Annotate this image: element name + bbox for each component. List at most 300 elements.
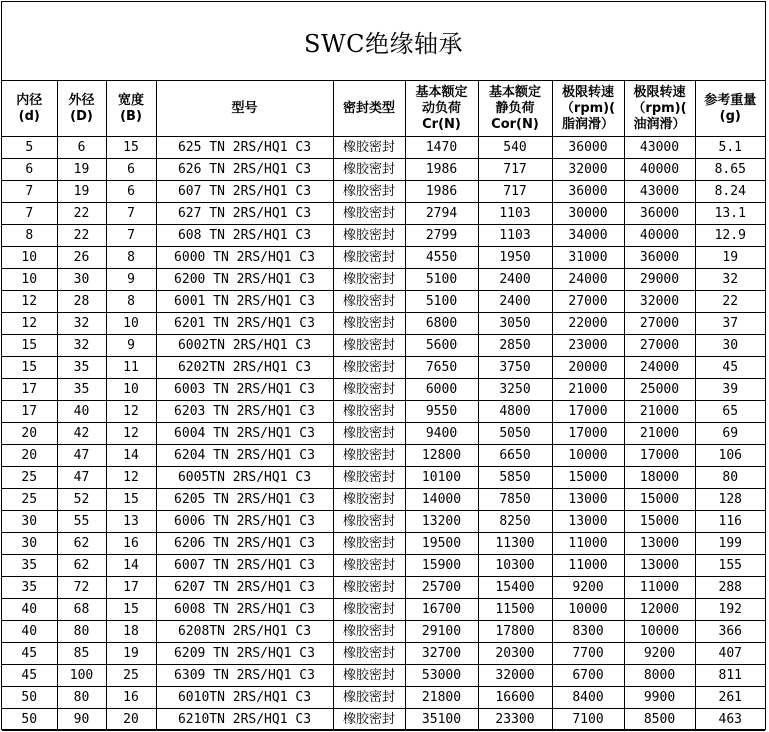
cell-speed-oil[interactable]: 12000 xyxy=(624,599,695,621)
cell-weight[interactable]: 80 xyxy=(695,467,765,489)
cell-weight[interactable]: 199 xyxy=(695,533,765,555)
cell-speed-grease[interactable]: 13000 xyxy=(552,511,624,533)
cell-outer-diameter[interactable]: 26 xyxy=(57,247,106,269)
cell-outer-diameter[interactable]: 47 xyxy=(57,445,106,467)
cell-dynamic-load[interactable]: 2794 xyxy=(405,203,478,225)
cell-static-load[interactable]: 1103 xyxy=(478,225,552,247)
cell-width[interactable]: 10 xyxy=(106,379,156,401)
cell-static-load[interactable]: 3250 xyxy=(478,379,552,401)
cell-model[interactable]: 6001 TN 2RS/HQ1 C3 xyxy=(156,291,333,313)
cell-speed-oil[interactable]: 24000 xyxy=(624,357,695,379)
cell-inner-diameter[interactable]: 35 xyxy=(2,555,57,577)
table-row xyxy=(2,621,765,643)
cell-speed-oil[interactable]: 43000 xyxy=(624,181,695,203)
cell-model[interactable]: 6003 TN 2RS/HQ1 C3 xyxy=(156,379,333,401)
cell-inner-diameter[interactable]: 7 xyxy=(2,181,57,203)
cell-seal-type[interactable]: 橡胶密封 xyxy=(333,489,405,511)
cell-seal-type[interactable]: 橡胶密封 xyxy=(333,357,405,379)
table-row xyxy=(2,577,765,599)
cell-outer-diameter[interactable]: 80 xyxy=(57,687,106,709)
cell-dynamic-load[interactable]: 2799 xyxy=(405,225,478,247)
cell-inner-diameter[interactable]: 45 xyxy=(2,643,57,665)
cell-speed-grease[interactable]: 24000 xyxy=(552,269,624,291)
cell-dynamic-load[interactable]: 7650 xyxy=(405,357,478,379)
cell-static-load[interactable]: 2400 xyxy=(478,269,552,291)
cell-model[interactable]: 6004 TN 2RS/HQ1 C3 xyxy=(156,423,333,445)
cell-dynamic-load[interactable]: 1470 xyxy=(405,137,478,159)
cell-weight[interactable]: 128 xyxy=(695,489,765,511)
cell-static-load[interactable]: 5850 xyxy=(478,467,552,489)
cell-outer-diameter[interactable]: 42 xyxy=(57,423,106,445)
cell-speed-grease[interactable]: 23000 xyxy=(552,335,624,357)
cell-speed-oil[interactable]: 40000 xyxy=(624,159,695,181)
cell-width[interactable]: 8 xyxy=(106,291,156,313)
cell-inner-diameter[interactable]: 7 xyxy=(2,203,57,225)
cell-seal-type[interactable]: 橡胶密封 xyxy=(333,599,405,621)
cell-speed-oil[interactable]: 36000 xyxy=(624,203,695,225)
cell-dynamic-load[interactable]: 19500 xyxy=(405,533,478,555)
cell-weight[interactable]: 22 xyxy=(695,291,765,313)
cell-seal-type[interactable]: 橡胶密封 xyxy=(333,643,405,665)
cell-speed-oil[interactable]: 25000 xyxy=(624,379,695,401)
cell-static-load[interactable]: 717 xyxy=(478,159,552,181)
cell-seal-type[interactable]: 橡胶密封 xyxy=(333,181,405,203)
cell-inner-diameter[interactable]: 30 xyxy=(2,511,57,533)
cell-seal-type[interactable]: 橡胶密封 xyxy=(333,203,405,225)
table-row xyxy=(2,467,765,489)
cell-outer-diameter[interactable]: 47 xyxy=(57,467,106,489)
header-model xyxy=(156,81,333,137)
cell-width[interactable]: 15 xyxy=(106,489,156,511)
cell-static-load[interactable]: 16600 xyxy=(478,687,552,709)
cell-dynamic-load[interactable]: 5100 xyxy=(405,269,478,291)
cell-speed-oil[interactable]: 43000 xyxy=(624,137,695,159)
header-outer-diameter xyxy=(57,81,106,137)
cell-weight[interactable]: 155 xyxy=(695,555,765,577)
cell-dynamic-load[interactable]: 1986 xyxy=(405,159,478,181)
cell-static-load[interactable]: 11300 xyxy=(478,533,552,555)
cell-weight[interactable]: 37 xyxy=(695,313,765,335)
cell-weight[interactable]: 30 xyxy=(695,335,765,357)
cell-outer-diameter[interactable]: 85 xyxy=(57,643,106,665)
cell-static-load[interactable]: 23300 xyxy=(478,709,552,731)
cell-width[interactable]: 17 xyxy=(106,577,156,599)
cell-speed-grease[interactable]: 13000 xyxy=(552,489,624,511)
cell-outer-diameter[interactable]: 32 xyxy=(57,335,106,357)
cell-static-load[interactable]: 2400 xyxy=(478,291,552,313)
cell-seal-type[interactable]: 橡胶密封 xyxy=(333,555,405,577)
cell-speed-oil[interactable]: 21000 xyxy=(624,401,695,423)
cell-speed-grease[interactable]: 36000 xyxy=(552,137,624,159)
cell-weight[interactable]: 116 xyxy=(695,511,765,533)
cell-speed-oil[interactable]: 29000 xyxy=(624,269,695,291)
cell-speed-oil[interactable]: 9900 xyxy=(624,687,695,709)
cell-model[interactable]: 6005TN 2RS/HQ1 C3 xyxy=(156,467,333,489)
cell-model[interactable]: 6207 TN 2RS/HQ1 C3 xyxy=(156,577,333,599)
cell-width[interactable]: 7 xyxy=(106,225,156,247)
cell-model[interactable]: 6203 TN 2RS/HQ1 C3 xyxy=(156,401,333,423)
cell-seal-type[interactable]: 橡胶密封 xyxy=(333,621,405,643)
cell-dynamic-load[interactable]: 29100 xyxy=(405,621,478,643)
cell-speed-grease[interactable]: 21000 xyxy=(552,379,624,401)
cell-dynamic-load[interactable]: 6000 xyxy=(405,379,478,401)
cell-outer-diameter[interactable]: 72 xyxy=(57,577,106,599)
cell-speed-grease[interactable]: 9200 xyxy=(552,577,624,599)
cell-outer-diameter[interactable]: 68 xyxy=(57,599,106,621)
cell-model[interactable]: 6006 TN 2RS/HQ1 C3 xyxy=(156,511,333,533)
cell-speed-oil[interactable]: 13000 xyxy=(624,533,695,555)
cell-speed-grease[interactable]: 7100 xyxy=(552,709,624,731)
cell-weight[interactable]: 811 xyxy=(695,665,765,687)
cell-model[interactable]: 6204 TN 2RS/HQ1 C3 xyxy=(156,445,333,467)
cell-speed-oil[interactable]: 40000 xyxy=(624,225,695,247)
cell-model[interactable]: 6010TN 2RS/HQ1 C3 xyxy=(156,687,333,709)
cell-inner-diameter[interactable]: 45 xyxy=(2,665,57,687)
table-row xyxy=(2,203,765,225)
cell-weight[interactable]: 12.9 xyxy=(695,225,765,247)
cell-seal-type[interactable]: 橡胶密封 xyxy=(333,687,405,709)
cell-speed-grease[interactable]: 8400 xyxy=(552,687,624,709)
header-width xyxy=(106,81,156,137)
header-line: Cor(N) xyxy=(491,116,539,132)
cell-model[interactable]: 6309 TN 2RS/HQ1 C3 xyxy=(156,665,333,687)
cell-outer-diameter[interactable]: 40 xyxy=(57,401,106,423)
cell-dynamic-load[interactable]: 10100 xyxy=(405,467,478,489)
cell-weight[interactable]: 288 xyxy=(695,577,765,599)
cell-weight[interactable]: 5.1 xyxy=(695,137,765,159)
cell-model[interactable]: 6201 TN 2RS/HQ1 C3 xyxy=(156,313,333,335)
cell-model[interactable]: 6202TN 2RS/HQ1 C3 xyxy=(156,357,333,379)
cell-inner-diameter[interactable]: 40 xyxy=(2,599,57,621)
cell-model[interactable]: 608 TN 2RS/HQ1 C3 xyxy=(156,225,333,247)
cell-dynamic-load[interactable]: 21800 xyxy=(405,687,478,709)
cell-model[interactable]: 6208TN 2RS/HQ1 C3 xyxy=(156,621,333,643)
cell-inner-diameter[interactable]: 25 xyxy=(2,467,57,489)
cell-outer-diameter[interactable]: 32 xyxy=(57,313,106,335)
cell-width[interactable]: 9 xyxy=(106,335,156,357)
cell-width[interactable]: 7 xyxy=(106,203,156,225)
cell-weight[interactable]: 106 xyxy=(695,445,765,467)
cell-dynamic-load[interactable]: 35100 xyxy=(405,709,478,731)
cell-width[interactable]: 11 xyxy=(106,357,156,379)
cell-weight[interactable]: 366 xyxy=(695,621,765,643)
cell-speed-oil[interactable]: 9200 xyxy=(624,643,695,665)
cell-model[interactable]: 6209 TN 2RS/HQ1 C3 xyxy=(156,643,333,665)
header-line: 内径 xyxy=(16,92,43,108)
header-line: 动负荷 xyxy=(421,100,461,116)
cell-speed-grease[interactable]: 32000 xyxy=(552,159,624,181)
cell-weight[interactable]: 261 xyxy=(695,687,765,709)
cell-dynamic-load[interactable]: 25700 xyxy=(405,577,478,599)
cell-dynamic-load[interactable]: 14000 xyxy=(405,489,478,511)
cell-static-load[interactable]: 540 xyxy=(478,137,552,159)
cell-speed-oil[interactable]: 11000 xyxy=(624,577,695,599)
cell-speed-grease[interactable]: 17000 xyxy=(552,423,624,445)
cell-width[interactable]: 16 xyxy=(106,533,156,555)
cell-inner-diameter[interactable]: 30 xyxy=(2,533,57,555)
cell-width[interactable]: 25 xyxy=(106,665,156,687)
header-weight xyxy=(695,81,765,137)
cell-seal-type[interactable]: 橡胶密封 xyxy=(333,445,405,467)
cell-weight[interactable]: 32 xyxy=(695,269,765,291)
cell-static-load[interactable]: 32000 xyxy=(478,665,552,687)
cell-speed-oil[interactable]: 27000 xyxy=(624,335,695,357)
table-row xyxy=(2,269,765,291)
cell-inner-diameter[interactable]: 6 xyxy=(2,159,57,181)
cell-speed-grease[interactable]: 17000 xyxy=(552,401,624,423)
cell-width[interactable]: 8 xyxy=(106,247,156,269)
cell-speed-oil[interactable]: 15000 xyxy=(624,511,695,533)
cell-outer-diameter[interactable]: 22 xyxy=(57,225,106,247)
cell-static-load[interactable]: 10300 xyxy=(478,555,552,577)
cell-static-load[interactable]: 3050 xyxy=(478,313,552,335)
cell-dynamic-load[interactable]: 12800 xyxy=(405,445,478,467)
cell-dynamic-load[interactable]: 5600 xyxy=(405,335,478,357)
cell-outer-diameter[interactable]: 19 xyxy=(57,181,106,203)
cell-model[interactable]: 625 TN 2RS/HQ1 C3 xyxy=(156,137,333,159)
cell-model[interactable]: 6210TN 2RS/HQ1 C3 xyxy=(156,709,333,731)
cell-outer-diameter[interactable]: 35 xyxy=(57,379,106,401)
cell-dynamic-load[interactable]: 53000 xyxy=(405,665,478,687)
cell-outer-diameter[interactable]: 22 xyxy=(57,203,106,225)
cell-outer-diameter[interactable]: 90 xyxy=(57,709,106,731)
cell-dynamic-load[interactable]: 6800 xyxy=(405,313,478,335)
cell-width[interactable]: 14 xyxy=(106,555,156,577)
cell-speed-grease[interactable]: 11000 xyxy=(552,555,624,577)
cell-speed-oil[interactable]: 10000 xyxy=(624,621,695,643)
header-line: 外径 xyxy=(68,92,95,108)
cell-seal-type[interactable]: 橡胶密封 xyxy=(333,577,405,599)
cell-outer-diameter[interactable]: 62 xyxy=(57,533,106,555)
cell-speed-grease[interactable]: 22000 xyxy=(552,313,624,335)
cell-seal-type[interactable]: 橡胶密封 xyxy=(333,269,405,291)
cell-speed-grease[interactable]: 27000 xyxy=(552,291,624,313)
cell-speed-oil[interactable]: 18000 xyxy=(624,467,695,489)
cell-static-load[interactable]: 7850 xyxy=(478,489,552,511)
cell-model[interactable]: 6007 TN 2RS/HQ1 C3 xyxy=(156,555,333,577)
table-row xyxy=(2,423,765,445)
cell-inner-diameter[interactable]: 17 xyxy=(2,401,57,423)
cell-weight[interactable]: 39 xyxy=(695,379,765,401)
cell-speed-oil[interactable]: 8000 xyxy=(624,665,695,687)
cell-inner-diameter[interactable]: 12 xyxy=(2,291,57,313)
cell-outer-diameter[interactable]: 80 xyxy=(57,621,106,643)
cell-seal-type[interactable]: 橡胶密封 xyxy=(333,247,405,269)
cell-width[interactable]: 18 xyxy=(106,621,156,643)
cell-speed-oil[interactable]: 15000 xyxy=(624,489,695,511)
cell-weight[interactable]: 407 xyxy=(695,643,765,665)
cell-inner-diameter[interactable]: 15 xyxy=(2,335,57,357)
cell-model[interactable]: 607 TN 2RS/HQ1 C3 xyxy=(156,181,333,203)
cell-model[interactable]: 627 TN 2RS/HQ1 C3 xyxy=(156,203,333,225)
cell-outer-diameter[interactable]: 52 xyxy=(57,489,106,511)
header-line: (d) xyxy=(18,108,40,124)
cell-width[interactable]: 12 xyxy=(106,423,156,445)
cell-speed-grease[interactable]: 6700 xyxy=(552,665,624,687)
header-static-load xyxy=(478,81,552,137)
cell-speed-grease[interactable]: 34000 xyxy=(552,225,624,247)
cell-inner-diameter[interactable]: 20 xyxy=(2,445,57,467)
cell-seal-type[interactable]: 橡胶密封 xyxy=(333,665,405,687)
cell-inner-diameter[interactable]: 25 xyxy=(2,489,57,511)
cell-weight[interactable]: 45 xyxy=(695,357,765,379)
cell-outer-diameter[interactable]: 55 xyxy=(57,511,106,533)
cell-width[interactable]: 6 xyxy=(106,159,156,181)
cell-seal-type[interactable]: 橡胶密封 xyxy=(333,401,405,423)
cell-static-load[interactable]: 6650 xyxy=(478,445,552,467)
cell-weight[interactable]: 19 xyxy=(695,247,765,269)
cell-speed-oil[interactable]: 13000 xyxy=(624,555,695,577)
cell-inner-diameter[interactable]: 35 xyxy=(2,577,57,599)
cell-width[interactable]: 10 xyxy=(106,313,156,335)
cell-seal-type[interactable]: 橡胶密封 xyxy=(333,467,405,489)
header-line: (B) xyxy=(120,108,142,124)
cell-model[interactable]: 6002TN 2RS/HQ1 C3 xyxy=(156,335,333,357)
cell-width[interactable]: 19 xyxy=(106,643,156,665)
cell-speed-oil[interactable]: 21000 xyxy=(624,423,695,445)
cell-outer-diameter[interactable]: 6 xyxy=(57,137,106,159)
cell-static-load[interactable]: 4800 xyxy=(478,401,552,423)
cell-weight[interactable]: 463 xyxy=(695,709,765,731)
cell-inner-diameter[interactable]: 8 xyxy=(2,225,57,247)
cell-static-load[interactable]: 17800 xyxy=(478,621,552,643)
cell-width[interactable]: 6 xyxy=(106,181,156,203)
cell-seal-type[interactable]: 橡胶密封 xyxy=(333,533,405,555)
cell-speed-grease[interactable]: 10000 xyxy=(552,599,624,621)
cell-weight[interactable]: 8.24 xyxy=(695,181,765,203)
cell-static-load[interactable]: 5050 xyxy=(478,423,552,445)
cell-width[interactable]: 12 xyxy=(106,401,156,423)
cell-dynamic-load[interactable]: 5100 xyxy=(405,291,478,313)
cell-width[interactable]: 14 xyxy=(106,445,156,467)
cell-model[interactable]: 6008 TN 2RS/HQ1 C3 xyxy=(156,599,333,621)
cell-weight[interactable]: 13.1 xyxy=(695,203,765,225)
table-row xyxy=(2,247,765,269)
cell-speed-grease[interactable]: 36000 xyxy=(552,181,624,203)
cell-speed-grease[interactable]: 31000 xyxy=(552,247,624,269)
cell-inner-diameter[interactable]: 50 xyxy=(2,709,57,731)
cell-width[interactable]: 12 xyxy=(106,467,156,489)
cell-speed-grease[interactable]: 20000 xyxy=(552,357,624,379)
cell-width[interactable]: 13 xyxy=(106,511,156,533)
cell-seal-type[interactable]: 橡胶密封 xyxy=(333,313,405,335)
cell-speed-grease[interactable]: 11000 xyxy=(552,533,624,555)
table-row xyxy=(2,291,765,313)
cell-speed-oil[interactable]: 27000 xyxy=(624,313,695,335)
cell-speed-grease[interactable]: 15000 xyxy=(552,467,624,489)
cell-dynamic-load[interactable]: 16700 xyxy=(405,599,478,621)
cell-inner-diameter[interactable]: 50 xyxy=(2,687,57,709)
cell-speed-oil[interactable]: 32000 xyxy=(624,291,695,313)
cell-dynamic-load[interactable]: 32700 xyxy=(405,643,478,665)
cell-inner-diameter[interactable]: 12 xyxy=(2,313,57,335)
header-line: 型号 xyxy=(231,100,258,116)
cell-static-load[interactable]: 1950 xyxy=(478,247,552,269)
cell-inner-diameter[interactable]: 20 xyxy=(2,423,57,445)
table-row xyxy=(2,225,765,247)
header-line: (D) xyxy=(70,108,93,124)
header-line: (g) xyxy=(719,108,741,124)
cell-seal-type[interactable]: 橡胶密封 xyxy=(333,335,405,357)
table-row xyxy=(2,709,765,731)
cell-inner-diameter[interactable]: 40 xyxy=(2,621,57,643)
cell-dynamic-load[interactable]: 13200 xyxy=(405,511,478,533)
cell-outer-diameter[interactable]: 30 xyxy=(57,269,106,291)
cell-speed-grease[interactable]: 10000 xyxy=(552,445,624,467)
cell-inner-diameter[interactable]: 15 xyxy=(2,357,57,379)
cell-outer-diameter[interactable]: 35 xyxy=(57,357,106,379)
cell-seal-type[interactable]: 橡胶密封 xyxy=(333,225,405,247)
cell-speed-grease[interactable]: 8300 xyxy=(552,621,624,643)
cell-model[interactable]: 626 TN 2RS/HQ1 C3 xyxy=(156,159,333,181)
cell-width[interactable]: 15 xyxy=(106,599,156,621)
cell-outer-diameter[interactable]: 100 xyxy=(57,665,106,687)
cell-model[interactable]: 6205 TN 2RS/HQ1 C3 xyxy=(156,489,333,511)
cell-width[interactable]: 9 xyxy=(106,269,156,291)
cell-speed-grease[interactable]: 30000 xyxy=(552,203,624,225)
table-row xyxy=(2,181,765,203)
cell-width[interactable]: 16 xyxy=(106,687,156,709)
header-line: 脂润滑） xyxy=(561,116,614,132)
cell-seal-type[interactable]: 橡胶密封 xyxy=(333,159,405,181)
cell-seal-type[interactable]: 橡胶密封 xyxy=(333,423,405,445)
cell-inner-diameter[interactable]: 5 xyxy=(2,137,57,159)
cell-outer-diameter[interactable]: 28 xyxy=(57,291,106,313)
cell-weight[interactable]: 65 xyxy=(695,401,765,423)
cell-static-load[interactable]: 2850 xyxy=(478,335,552,357)
table-row xyxy=(2,665,765,687)
cell-dynamic-load[interactable]: 4550 xyxy=(405,247,478,269)
cell-dynamic-load[interactable]: 9400 xyxy=(405,423,478,445)
cell-weight[interactable]: 69 xyxy=(695,423,765,445)
cell-seal-type[interactable]: 橡胶密封 xyxy=(333,291,405,313)
sheet-title: SWC绝缘轴承 xyxy=(2,2,765,81)
cell-speed-oil[interactable]: 8500 xyxy=(624,709,695,731)
cell-inner-diameter[interactable]: 10 xyxy=(2,269,57,291)
cell-dynamic-load[interactable]: 15900 xyxy=(405,555,478,577)
cell-speed-oil[interactable]: 17000 xyxy=(624,445,695,467)
cell-seal-type[interactable]: 橡胶密封 xyxy=(333,137,405,159)
cell-static-load[interactable]: 717 xyxy=(478,181,552,203)
table-row xyxy=(2,313,765,335)
cell-static-load[interactable]: 8250 xyxy=(478,511,552,533)
cell-static-load[interactable]: 1103 xyxy=(478,203,552,225)
cell-model[interactable]: 6200 TN 2RS/HQ1 C3 xyxy=(156,269,333,291)
cell-outer-diameter[interactable]: 19 xyxy=(57,159,106,181)
header-line: 油润滑） xyxy=(633,116,686,132)
cell-static-load[interactable]: 3750 xyxy=(478,357,552,379)
cell-dynamic-load[interactable]: 1986 xyxy=(405,181,478,203)
cell-width[interactable]: 20 xyxy=(106,709,156,731)
cell-seal-type[interactable]: 橡胶密封 xyxy=(333,709,405,731)
cell-weight[interactable]: 192 xyxy=(695,599,765,621)
cell-static-load[interactable]: 20300 xyxy=(478,643,552,665)
cell-seal-type[interactable]: 橡胶密封 xyxy=(333,511,405,533)
cell-seal-type[interactable]: 橡胶密封 xyxy=(333,379,405,401)
cell-inner-diameter[interactable]: 17 xyxy=(2,379,57,401)
cell-width[interactable]: 15 xyxy=(106,137,156,159)
cell-model[interactable]: 6206 TN 2RS/HQ1 C3 xyxy=(156,533,333,555)
cell-static-load[interactable]: 15400 xyxy=(478,577,552,599)
cell-outer-diameter[interactable]: 62 xyxy=(57,555,106,577)
cell-dynamic-load[interactable]: 9550 xyxy=(405,401,478,423)
cell-model[interactable]: 6000 TN 2RS/HQ1 C3 xyxy=(156,247,333,269)
cell-speed-oil[interactable]: 36000 xyxy=(624,247,695,269)
cell-weight[interactable]: 8.65 xyxy=(695,159,765,181)
cell-speed-grease[interactable]: 7700 xyxy=(552,643,624,665)
cell-inner-diameter[interactable]: 10 xyxy=(2,247,57,269)
cell-static-load[interactable]: 11500 xyxy=(478,599,552,621)
